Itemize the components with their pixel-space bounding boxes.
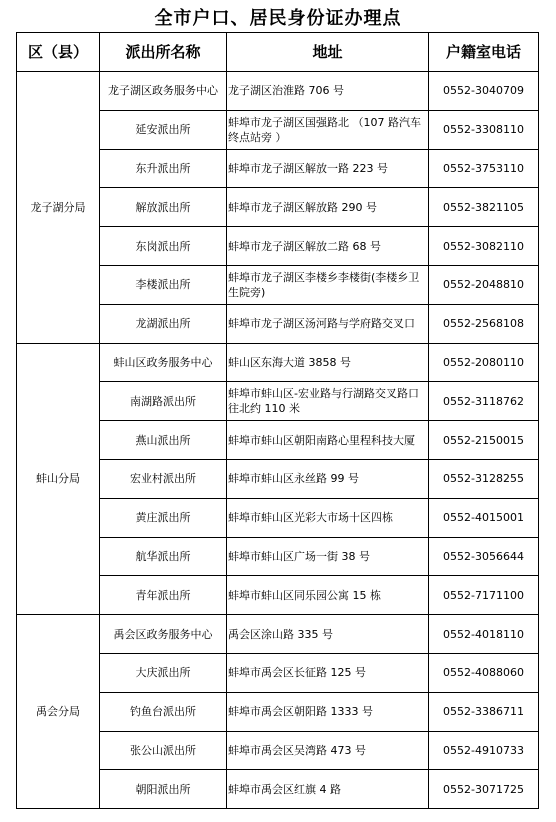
address-cell: 蚌埠市龙子湖区解放路 290 号 [227, 188, 429, 227]
station-cell: 解放派出所 [100, 188, 227, 227]
phone-cell: 0552-4018110 [429, 615, 539, 654]
address-cell: 蚌埠市蚌山区光彩大市场十区四栋 [227, 498, 429, 537]
phone-cell: 0552-3128255 [429, 459, 539, 498]
phone-cell: 0552-4088060 [429, 653, 539, 692]
phone-cell: 0552-2080110 [429, 343, 539, 382]
station-cell: 蚌山区政务服务中心 [100, 343, 227, 382]
phone-cell: 0552-3082110 [429, 227, 539, 266]
phone-cell: 0552-3118762 [429, 382, 539, 421]
address-cell: 蚌埠市禹会区红旗 4 路 [227, 770, 429, 809]
phone-cell: 0552-3386711 [429, 692, 539, 731]
header-phone: 户籍室电话 [429, 33, 539, 72]
phone-cell: 0552-3308110 [429, 110, 539, 149]
phone-cell: 0552-3071725 [429, 770, 539, 809]
address-cell: 蚌埠市蚌山区朝阳南路心里程科技大厦 [227, 421, 429, 460]
station-cell: 龙湖派出所 [100, 304, 227, 343]
address-cell: 蚌埠市蚌山区永丝路 99 号 [227, 459, 429, 498]
station-cell: 燕山派出所 [100, 421, 227, 460]
table-header-row [17, 33, 539, 72]
address-cell: 龙子湖区治淮路 706 号 [227, 72, 429, 111]
address-cell: 蚌埠市龙子湖区解放一路 223 号 [227, 149, 429, 188]
table-body [17, 72, 539, 809]
phone-cell: 0552-3753110 [429, 149, 539, 188]
phone-cell: 0552-2150015 [429, 421, 539, 460]
address-cell: 蚌埠市龙子湖区解放二路 68 号 [227, 227, 429, 266]
address-cell: 蚌埠市禹会区长征路 125 号 [227, 653, 429, 692]
phone-cell: 0552-4015001 [429, 498, 539, 537]
station-cell: 龙子湖区政务服务中心 [100, 72, 227, 111]
address-cell: 蚌埠市蚌山区-宏业路与行湖路交叉路口往北约 110 米 [227, 382, 429, 421]
phone-cell: 0552-2048810 [429, 265, 539, 304]
address-cell: 蚌埠市蚌山区同乐园公寓 15 栋 [227, 576, 429, 615]
district-cell: 龙子湖分局 [17, 72, 100, 344]
address-cell: 蚌埠市龙子湖区国强路北 （107 路汽车终点站旁 ） [227, 110, 429, 149]
address-cell: 蚌埠市禹会区朝阳路 1333 号 [227, 692, 429, 731]
address-cell: 蚌埠市禹会区吴湾路 473 号 [227, 731, 429, 770]
address-cell: 蚌埠市龙子湖区汤河路与学府路交叉口 [227, 304, 429, 343]
station-cell: 黄庄派出所 [100, 498, 227, 537]
station-cell: 大庆派出所 [100, 653, 227, 692]
phone-cell: 0552-4910733 [429, 731, 539, 770]
address-cell: 蚌山区东海大道 3858 号 [227, 343, 429, 382]
header-address: 地址 [227, 33, 429, 72]
header-district: 区（县） [17, 33, 100, 72]
phone-cell: 0552-3821105 [429, 188, 539, 227]
page-title: 全市户口、居民身份证办理点 [154, 8, 402, 29]
table-row [17, 72, 539, 111]
phone-cell: 0552-2568108 [429, 304, 539, 343]
station-cell: 东岗派出所 [100, 227, 227, 266]
address-cell: 禹会区涂山路 335 号 [227, 615, 429, 654]
registration-points-table [16, 32, 539, 809]
station-cell: 李楼派出所 [100, 265, 227, 304]
station-cell: 青年派出所 [100, 576, 227, 615]
station-cell: 东升派出所 [100, 149, 227, 188]
phone-cell: 0552-7171100 [429, 576, 539, 615]
station-cell: 延安派出所 [100, 110, 227, 149]
station-cell: 禹会区政务服务中心 [100, 615, 227, 654]
station-cell: 钓鱼台派出所 [100, 692, 227, 731]
district-cell: 蚌山分局 [17, 343, 100, 615]
station-cell: 朝阳派出所 [100, 770, 227, 809]
address-cell: 蚌埠市龙子湖区李楼乡李楼街(李楼乡卫生院旁) [227, 265, 429, 304]
phone-cell: 0552-3040709 [429, 72, 539, 111]
address-cell: 蚌埠市蚌山区广场一街 38 号 [227, 537, 429, 576]
station-cell: 张公山派出所 [100, 731, 227, 770]
table-row [17, 343, 539, 382]
header-station: 派出所名称 [100, 33, 227, 72]
station-cell: 南湖路派出所 [100, 382, 227, 421]
station-cell: 航华派出所 [100, 537, 227, 576]
district-cell: 禹会分局 [17, 615, 100, 809]
table-row [17, 615, 539, 654]
station-cell: 宏业村派出所 [100, 459, 227, 498]
phone-cell: 0552-3056644 [429, 537, 539, 576]
